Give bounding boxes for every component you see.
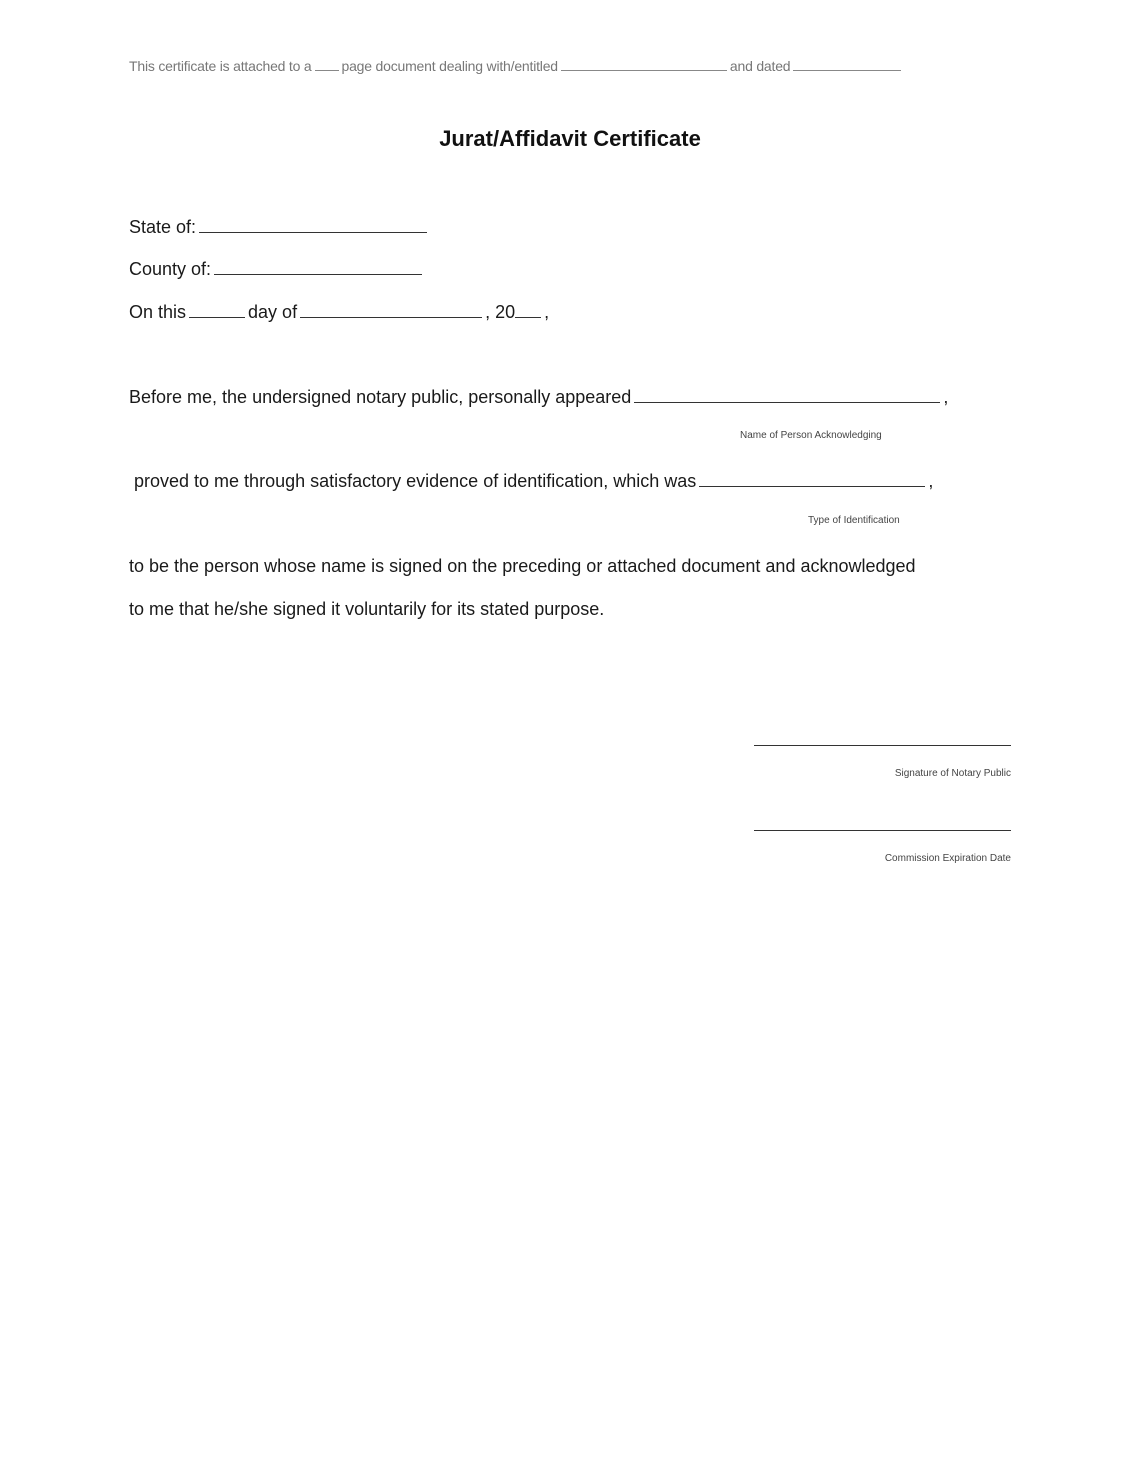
county-blank[interactable]: [214, 273, 422, 275]
commission-expiration-caption: Commission Expiration Date: [884, 853, 1011, 864]
year-blank[interactable]: [515, 316, 541, 318]
county-label: County of:: [129, 259, 212, 279]
day-of-label: day of: [248, 302, 298, 322]
state-field: [129, 217, 430, 238]
person-name-caption: Name of Person Acknowledging: [740, 430, 882, 441]
attachment-text-2: page document dealing with/entitled: [341, 58, 558, 74]
identification-comma: ,: [928, 471, 934, 491]
appeared-comma: ,: [943, 387, 949, 407]
date-field: [129, 302, 549, 323]
identification-text: proved to me through satisfactory evidence of identification, which was: [134, 471, 697, 491]
page-count-blank[interactable]: [315, 69, 339, 71]
month-blank[interactable]: [300, 316, 482, 318]
notary-signature-line[interactable]: [754, 745, 1011, 746]
county-field: [129, 259, 425, 280]
attachment-text-1: This certificate is attached to a: [129, 58, 312, 74]
body-line-4: to me that he/she signed it voluntarily for its stated purpose.: [129, 599, 605, 619]
day-blank[interactable]: [189, 316, 245, 318]
appeared-text: Before me, the undersigned notary public, personally appeared: [129, 387, 632, 407]
person-name-blank[interactable]: [634, 401, 940, 403]
identification-type-caption: Type of Identification: [808, 515, 900, 526]
state-blank[interactable]: [199, 231, 427, 233]
year-suffix: ,: [544, 302, 550, 322]
page-title: Jurat/Affidavit Certificate: [439, 126, 701, 151]
identification-line: [134, 471, 933, 492]
on-this-label: On this: [129, 302, 187, 322]
document-title-blank[interactable]: [561, 69, 727, 71]
state-label: State of:: [129, 217, 197, 237]
attachment-text-3: and dated: [729, 58, 791, 74]
commission-expiration-line[interactable]: [754, 830, 1011, 831]
attachment-statement: [129, 58, 904, 74]
identification-type-blank[interactable]: [699, 485, 925, 487]
year-prefix: , 20: [485, 302, 516, 322]
notary-signature-caption: Signature of Notary Public: [894, 768, 1011, 779]
appeared-line: [129, 387, 948, 408]
document-date-blank[interactable]: [793, 69, 901, 71]
body-line-3: to be the person whose name is signed on the preceding or attached document and acknowledged: [129, 556, 916, 576]
